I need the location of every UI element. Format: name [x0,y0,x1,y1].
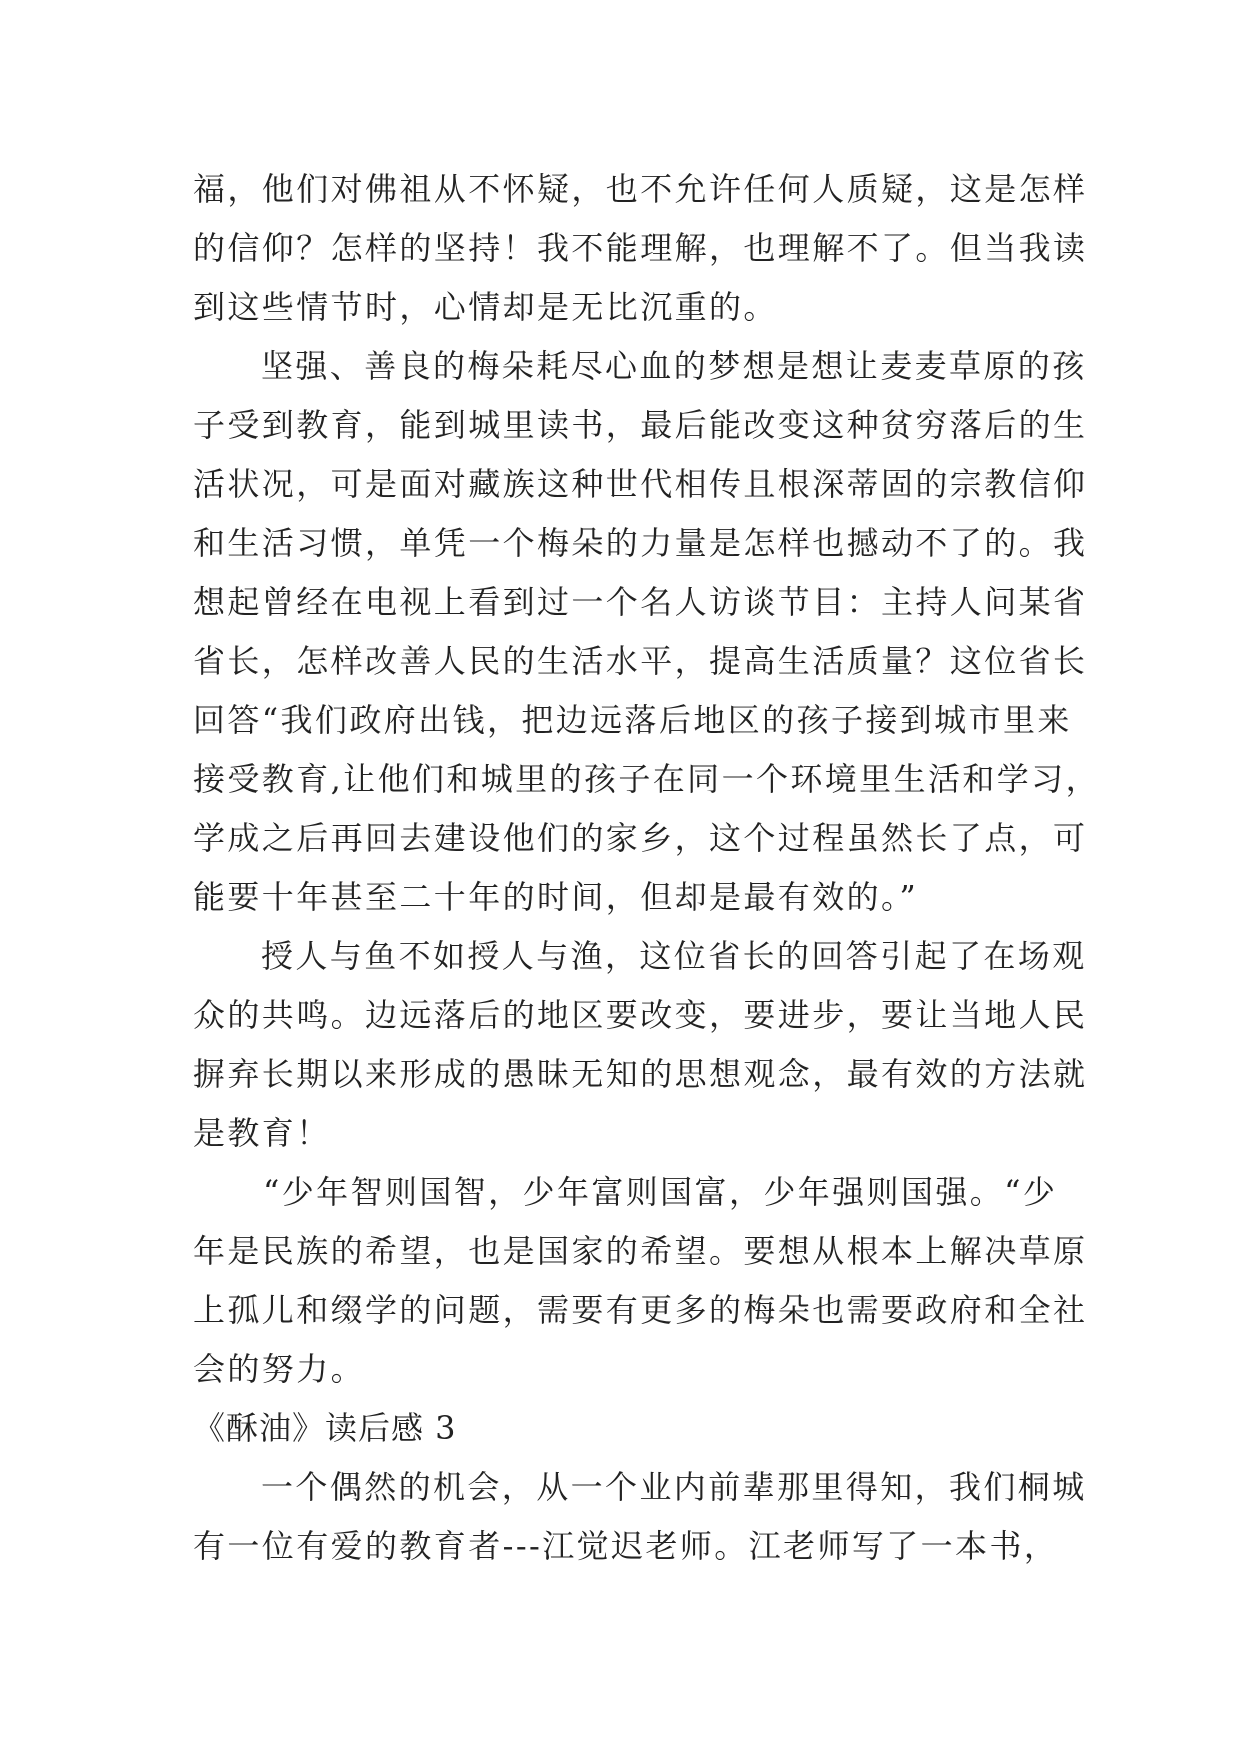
text-line: 到这些情节时，心情却是无比沉重的。 [193,288,778,326]
text-line: 学成之后再回去建设他们的家乡，这个过程虽然长了点，可 [193,819,1088,857]
text-line: 福，他们对佛祖从不怀疑，也不允许任何人质疑，这是怎样 [193,170,1088,208]
paragraph-first-line: 授人与鱼不如授人与渔，这位省长的回答引起了在场观 [261,937,1087,975]
text-line: 能要十年甚至二十年的时间，但却是最有效的。” [193,878,919,916]
text-line: 和生活习惯，单凭一个梅朵的力量是怎样也撼动不了的。我 [193,524,1088,562]
text-line: 会的努力。 [193,1350,366,1388]
document-body [193,160,1100,1576]
text-line: 是教育！ [193,1114,331,1152]
paragraph-first-line: 坚强、善良的梅朵耗尽心血的梦想是想让麦麦草原的孩 [261,347,1087,385]
paragraph-first-line: “少年智则国智，少年富则国富，少年强则国强。“少 [263,1173,1058,1211]
text-line: 上孤儿和缀学的问题，需要有更多的梅朵也需要政府和全社 [193,1291,1088,1329]
text-line: 的信仰？怎样的坚持！我不能理解，也理解不了。但当我读 [193,229,1088,267]
text-line: 有一位有爱的教育者---江觉迟老师。江老师写了一本书， [193,1527,1059,1565]
text-line: 回答“我们政府出钱，把边远落后地区的孩子接到城市里来 [193,701,1072,739]
text-line: 接受教育,让他们和城里的孩子在同一个环境里生活和学习， [193,760,1100,798]
text-line: 众的共鸣。边远落后的地区要改变，要进步，要让当地人民 [193,996,1088,1034]
section-heading: 《酥油》读后感 3 [193,1409,457,1447]
text-line: 年是民族的希望，也是国家的希望。要想从根本上解决草原 [193,1232,1088,1270]
text-line: 摒弃长期以来形成的愚昧无知的思想观念，最有效的方法就 [193,1055,1088,1093]
paragraph-first-line: 一个偶然的机会，从一个业内前辈那里得知，我们桐城 [261,1468,1087,1506]
text-line: 省长，怎样改善人民的生活水平，提高生活质量？这位省长 [193,642,1088,680]
text-line: 子受到教育，能到城里读书，最后能改变这种贫穷落后的生 [193,406,1088,444]
text-line: 活状况，可是面对藏族这种世代相传且根深蒂固的宗教信仰 [193,465,1088,503]
text-line: 想起曾经在电视上看到过一个名人访谈节目：主持人问某省 [193,583,1088,621]
